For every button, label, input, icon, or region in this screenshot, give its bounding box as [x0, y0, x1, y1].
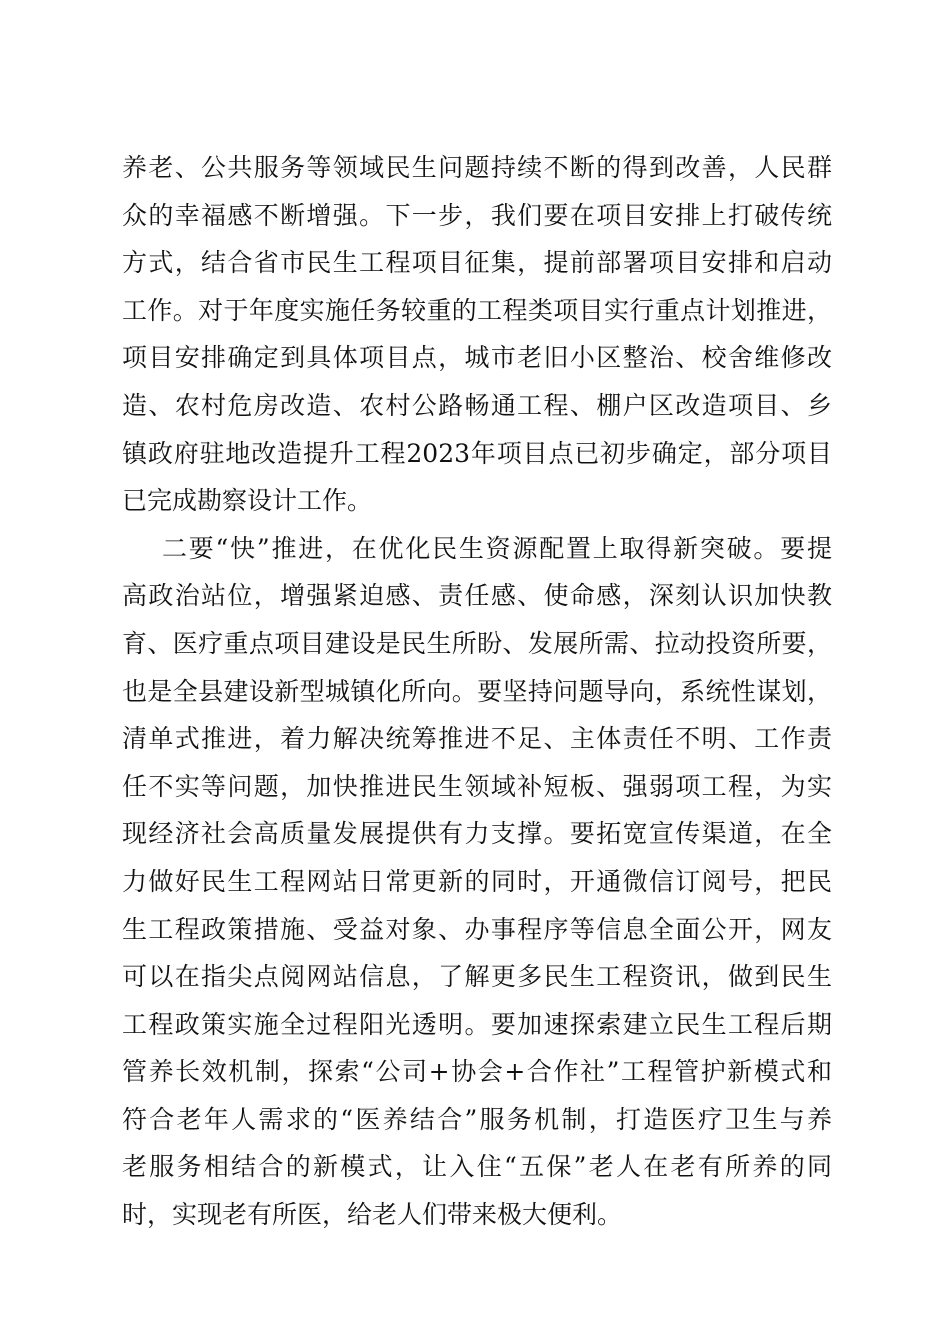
paragraph-line: 镇政府驻地改造提升工程2023年项目点已初步确定，部分项目: [122, 438, 832, 468]
paragraph-line: 高政治站位，增强紧迫感、责任感、使命感，深刻认识加快教: [122, 581, 832, 611]
paragraph-line: 育、医疗重点项目建设是民生所盼、发展所需、拉动投资所要，: [122, 628, 832, 658]
paragraph-line: 也是全县建设新型城镇化所向。要坚持问题导向，系统性谋划，: [122, 676, 832, 706]
paragraph-line: 现经济社会高质量发展提供有力支撑。要拓宽宣传渠道，在全: [122, 819, 832, 849]
paragraph-line: 任不实等问题，加快推进民生领域补短板、强弱项工程，为实: [122, 771, 832, 801]
paragraph-2: [122, 525, 832, 1239]
paragraph-line: 二要“快”推进，在优化民生资源配置上取得新突破。要提: [162, 533, 832, 563]
paragraph-1: [122, 144, 832, 525]
paragraph-line: 时，实现老有所医，给老人们带来极大便利。: [122, 1200, 623, 1230]
paragraph-line: 可以在指尖点阅网站信息，了解更多民生工程资讯，做到民生: [122, 962, 832, 992]
paragraph-line: 老服务相结合的新模式，让入住“五保”老人在老有所养的同: [122, 1152, 832, 1182]
paragraph-line: 符合老年人需求的“医养结合”服务机制，打造医疗卫生与养: [122, 1104, 832, 1134]
paragraph-line: 工程政策实施全过程阳光透明。要加速探索建立民生工程后期: [122, 1009, 832, 1039]
paragraph-line: 方式，结合省市民生工程项目征集，提前部署项目安排和启动: [122, 248, 832, 278]
document-body: [122, 144, 832, 1239]
paragraph-line: 管养长效机制，探索“公司+协会+合作社”工程管护新模式和: [122, 1057, 832, 1087]
paragraph-line: 造、农村危房改造、农村公路畅通工程、棚户区改造项目、乡: [122, 390, 832, 420]
paragraph-line: 众的幸福感不断增强。下一步，我们要在项目安排上打破传统: [122, 200, 832, 230]
paragraph-line: 清单式推进，着力解决统筹推进不足、主体责任不明、工作责: [122, 724, 832, 754]
paragraph-line: 生工程政策措施、受益对象、办事程序等信息全面公开，网友: [122, 914, 832, 944]
paragraph-line: 工作。对于年度实施任务较重的工程类项目实行重点计划推进，: [122, 295, 832, 325]
paragraph-line: 养老、公共服务等领域民生问题持续不断的得到改善，人民群: [122, 153, 832, 182]
paragraph-line: 项目安排确定到具体项目点，城市老旧小区整治、校舍维修改: [122, 343, 832, 373]
paragraph-line: 已完成勘察设计工作。: [122, 486, 373, 516]
paragraph-line: 力做好民生工程网站日常更新的同时，开通微信订阅号，把民: [122, 866, 832, 896]
